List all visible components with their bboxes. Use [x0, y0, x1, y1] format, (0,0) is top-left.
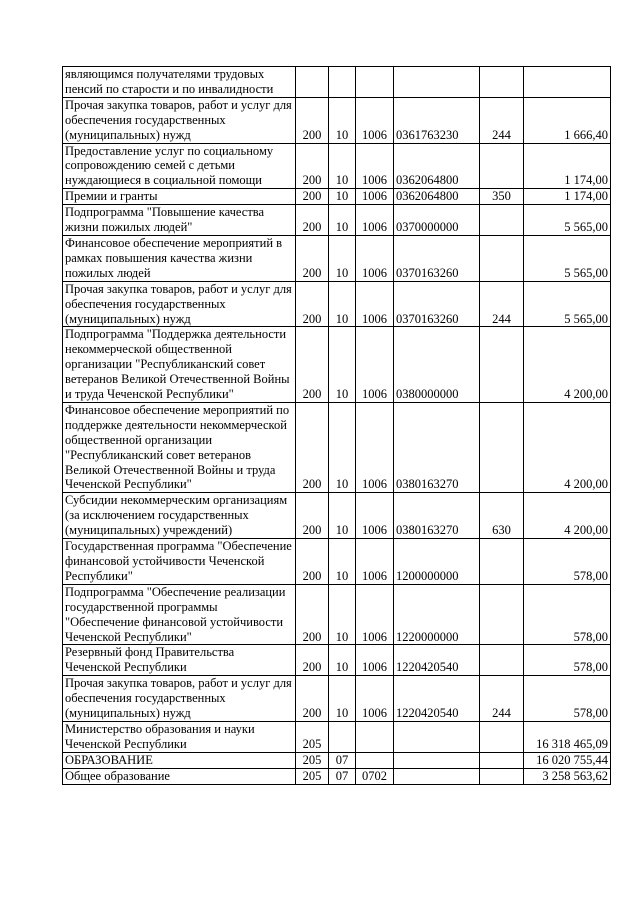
- row-vr: [480, 67, 524, 98]
- row-name: Субсидии некоммерческим организациям (за исключением государственных (муниципальных) учреждений): [63, 493, 296, 539]
- row-rz: 10: [329, 189, 356, 205]
- row-name: Подпрограмма "Обеспечение реализации государственной программы "Обеспечение финансовой устойчивости Чеченской Республики": [63, 584, 296, 645]
- row-csr: 0370163260: [394, 235, 480, 281]
- row-ved: 200: [296, 539, 329, 585]
- row-csr: [394, 67, 480, 98]
- row-ved: 200: [296, 205, 329, 236]
- row-name: являющимся получателями трудовых пенсий по старости и по инвалидности: [63, 67, 296, 98]
- row-pr: [356, 67, 394, 98]
- row-ved: 200: [296, 97, 329, 143]
- row-csr: [394, 752, 480, 768]
- budget-table-body: [63, 67, 611, 785]
- row-ved: 200: [296, 327, 329, 403]
- row-csr: [394, 768, 480, 784]
- row-name: ОБРАЗОВАНИЕ: [63, 752, 296, 768]
- row-rz: 10: [329, 281, 356, 327]
- row-vr: [480, 584, 524, 645]
- row-pr: [356, 752, 394, 768]
- row-sum: 16 020 755,44: [524, 752, 611, 768]
- row-csr: 0362064800: [394, 143, 480, 189]
- table-row: [63, 584, 611, 645]
- row-csr: 0380163270: [394, 402, 480, 492]
- row-name: Финансовое обеспечение мероприятий по поддержке деятельности некоммерческой общественной организации "Республиканский совет ветеранов Великой Отечественной Войны и труда Чеченской Республики": [63, 402, 296, 492]
- row-name: Предоставление услуг по социальному сопровождению семей с детьми нуждающиеся в социальной помощи: [63, 143, 296, 189]
- table-row: [63, 493, 611, 539]
- row-csr: 0362064800: [394, 189, 480, 205]
- row-pr: 1006: [356, 281, 394, 327]
- row-sum: 4 200,00: [524, 327, 611, 403]
- row-pr: 1006: [356, 584, 394, 645]
- row-pr: 1006: [356, 189, 394, 205]
- row-rz: 10: [329, 493, 356, 539]
- row-name: Финансовое обеспечение мероприятий в рамках повышения качества жизни пожилых людей: [63, 235, 296, 281]
- row-sum: 578,00: [524, 539, 611, 585]
- table-row: [63, 235, 611, 281]
- row-rz: 10: [329, 143, 356, 189]
- row-csr: 1220000000: [394, 584, 480, 645]
- row-ved: 200: [296, 143, 329, 189]
- row-sum: 4 200,00: [524, 493, 611, 539]
- row-vr: 244: [480, 676, 524, 722]
- row-csr: 1220420540: [394, 676, 480, 722]
- row-vr: [480, 205, 524, 236]
- row-csr: 0380163270: [394, 493, 480, 539]
- row-pr: 1006: [356, 327, 394, 403]
- table-row: [63, 402, 611, 492]
- row-vr: [480, 752, 524, 768]
- table-row: [63, 645, 611, 676]
- row-sum: 1 174,00: [524, 143, 611, 189]
- row-ved: 200: [296, 281, 329, 327]
- row-pr: 0702: [356, 768, 394, 784]
- row-vr: [480, 645, 524, 676]
- row-sum: [524, 67, 611, 98]
- table-row: [63, 752, 611, 768]
- row-pr: 1006: [356, 143, 394, 189]
- row-sum: 1 174,00: [524, 189, 611, 205]
- row-ved: 205: [296, 721, 329, 752]
- row-name: Государственная программа "Обеспечение финансовой устойчивости Чеченской Республики": [63, 539, 296, 585]
- row-vr: 350: [480, 189, 524, 205]
- row-vr: [480, 327, 524, 403]
- row-rz: 10: [329, 539, 356, 585]
- row-vr: [480, 402, 524, 492]
- row-ved: 200: [296, 645, 329, 676]
- row-ved: 200: [296, 584, 329, 645]
- table-row: [63, 327, 611, 403]
- row-name: Премии и гранты: [63, 189, 296, 205]
- row-vr: [480, 539, 524, 585]
- row-sum: 3 258 563,62: [524, 768, 611, 784]
- row-rz: 10: [329, 327, 356, 403]
- row-pr: 1006: [356, 97, 394, 143]
- row-sum: 5 565,00: [524, 235, 611, 281]
- row-csr: 0370163260: [394, 281, 480, 327]
- row-rz: 07: [329, 768, 356, 784]
- row-csr: 1200000000: [394, 539, 480, 585]
- budget-table: [62, 66, 611, 785]
- row-sum: 5 565,00: [524, 281, 611, 327]
- row-ved: 200: [296, 235, 329, 281]
- row-sum: 1 666,40: [524, 97, 611, 143]
- row-rz: 10: [329, 97, 356, 143]
- row-rz: 07: [329, 752, 356, 768]
- row-sum: 16 318 465,09: [524, 721, 611, 752]
- row-pr: 1006: [356, 235, 394, 281]
- row-csr: 0380000000: [394, 327, 480, 403]
- row-rz: 10: [329, 205, 356, 236]
- table-row: [63, 768, 611, 784]
- row-csr: 0370000000: [394, 205, 480, 236]
- row-pr: 1006: [356, 402, 394, 492]
- row-vr: 630: [480, 493, 524, 539]
- row-pr: [356, 721, 394, 752]
- row-csr: [394, 721, 480, 752]
- row-name: Подпрограмма "Повышение качества жизни пожилых людей": [63, 205, 296, 236]
- row-sum: 578,00: [524, 645, 611, 676]
- row-vr: [480, 235, 524, 281]
- row-pr: 1006: [356, 539, 394, 585]
- row-name: Резервный фонд Правительства Чеченской Республики: [63, 645, 296, 676]
- row-ved: [296, 67, 329, 98]
- row-rz: 10: [329, 235, 356, 281]
- row-vr: 244: [480, 281, 524, 327]
- row-rz: 10: [329, 645, 356, 676]
- row-name: Прочая закупка товаров, работ и услуг для обеспечения государственных (муниципальных) нужд: [63, 97, 296, 143]
- row-sum: 5 565,00: [524, 205, 611, 236]
- row-ved: 200: [296, 676, 329, 722]
- row-pr: 1006: [356, 676, 394, 722]
- row-vr: [480, 143, 524, 189]
- table-row: [63, 143, 611, 189]
- row-rz: 10: [329, 402, 356, 492]
- row-ved: 200: [296, 493, 329, 539]
- row-pr: 1006: [356, 493, 394, 539]
- row-name: Министерство образования и науки Чеченской Республики: [63, 721, 296, 752]
- table-row: [63, 205, 611, 236]
- table-row: [63, 676, 611, 722]
- row-rz: [329, 721, 356, 752]
- row-rz: 10: [329, 676, 356, 722]
- row-csr: 0361763230: [394, 97, 480, 143]
- table-row: [63, 67, 611, 98]
- table-row: [63, 721, 611, 752]
- row-ved: 205: [296, 752, 329, 768]
- row-pr: 1006: [356, 645, 394, 676]
- row-csr: 1220420540: [394, 645, 480, 676]
- row-name: Общее образование: [63, 768, 296, 784]
- row-sum: 578,00: [524, 584, 611, 645]
- row-name: Прочая закупка товаров, работ и услуг для обеспечения государственных (муниципальных) нужд: [63, 676, 296, 722]
- row-pr: 1006: [356, 205, 394, 236]
- row-ved: 205: [296, 768, 329, 784]
- row-vr: 244: [480, 97, 524, 143]
- row-vr: [480, 721, 524, 752]
- table-row: [63, 189, 611, 205]
- table-row: [63, 281, 611, 327]
- table-row: [63, 539, 611, 585]
- row-ved: 200: [296, 189, 329, 205]
- row-name: Подпрограмма "Поддержка деятельности некоммерческой общественной организации "Республиканский совет ветеранов Великой Отечественной Войны и труда Чеченской Республики": [63, 327, 296, 403]
- row-vr: [480, 768, 524, 784]
- row-rz: [329, 67, 356, 98]
- row-sum: 4 200,00: [524, 402, 611, 492]
- row-rz: 10: [329, 584, 356, 645]
- row-name: Прочая закупка товаров, работ и услуг для обеспечения государственных (муниципальных) нужд: [63, 281, 296, 327]
- row-ved: 200: [296, 402, 329, 492]
- row-sum: 578,00: [524, 676, 611, 722]
- table-row: [63, 97, 611, 143]
